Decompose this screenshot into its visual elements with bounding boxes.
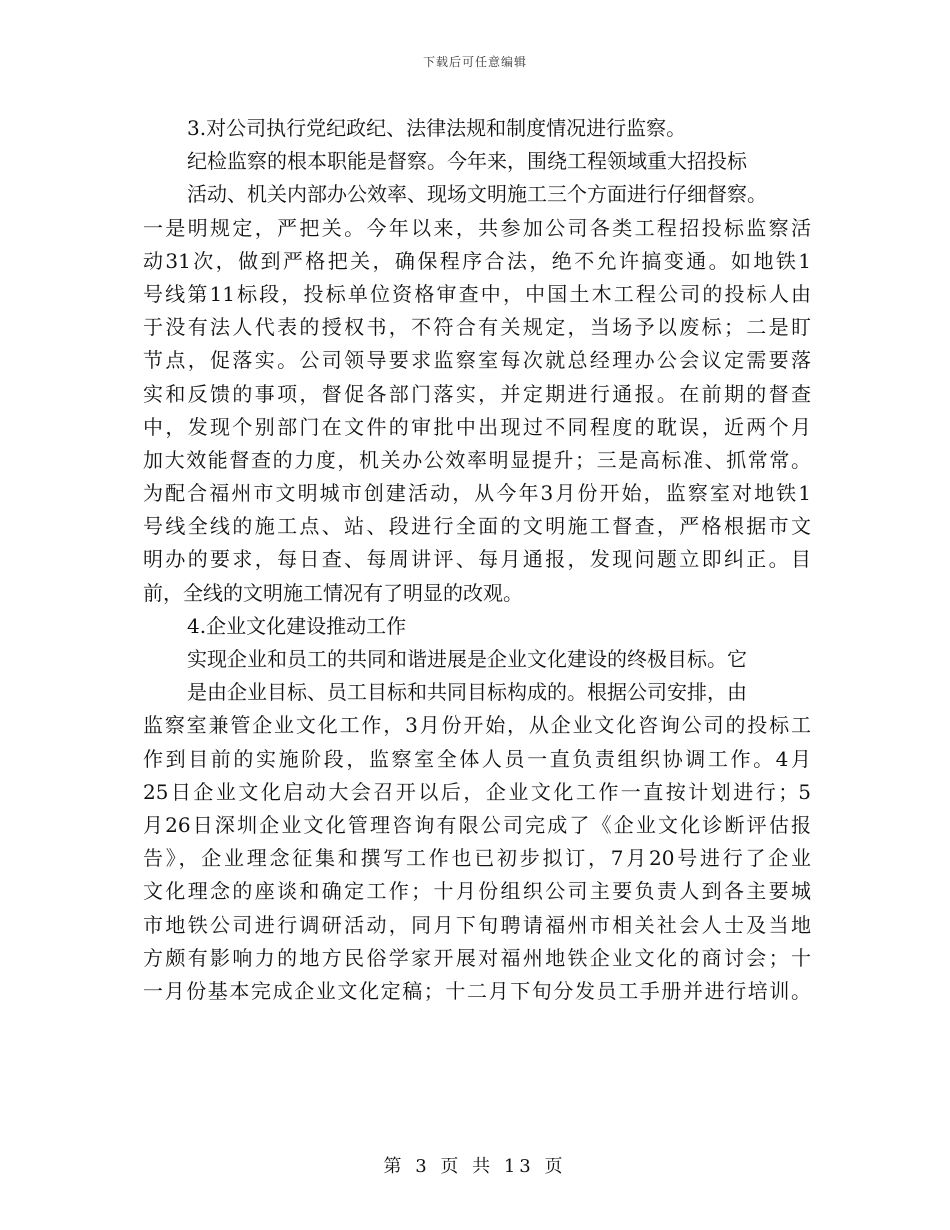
text-line: 一月份基本完成企业文化定稿；十二月下旬分发员工手册并进行培训。 <box>143 978 811 1003</box>
page-header: 下载后可任意编辑 <box>422 55 527 69</box>
text-line: 一是明规定，严把关。今年以来，共参加公司各类工程招投标监察活 <box>143 215 811 240</box>
text-line: 动31次，做到严格把关，确保程序合法，绝不允许搞变通。如地铁1 <box>143 248 811 273</box>
text-line: 加大效能督查的力度，机关办公效率明显提升；三是高标准、抓常常。 <box>143 447 811 472</box>
text-line: 于没有法人代表的授权书，不符合有关规定，当场予以废标；二是盯 <box>143 315 811 340</box>
page-footer: 第 3 页 共 13 页 <box>383 1156 567 1177</box>
text-line: 3.对公司执行党纪政纪、法律法规和制度情况进行监察。 <box>187 116 687 140</box>
text-line: 文化理念的座谈和确定工作；十月份组织公司主要负责人到各主要城 <box>143 879 811 904</box>
text-line: 方颇有影响力的地方民俗学家开展对福州地铁企业文化的商讨会；十 <box>143 945 811 970</box>
text-line: 活动、机关内部办公效率、现场文明施工三个方面进行仔细督察。 <box>187 182 767 207</box>
text-line: 实现企业和员工的共同和谐进展是企业文化建设的终极目标。它 <box>187 647 747 671</box>
text-line: 实和反馈的事项，督促各部门落实，并定期进行通报。在前期的督查 <box>143 381 811 406</box>
text-line: 号线第11标段，投标单位资格审查中，中国土木工程公司的投标人由 <box>143 281 811 306</box>
text-line: 4.企业文化建设推动工作 <box>187 613 407 638</box>
text-line: 市地铁公司进行调研活动，同月下旬聘请福州市相关社会人士及当地 <box>143 912 811 937</box>
text-line: 号线全线的施工点、站、段进行全面的文明施工督查，严格根据市文 <box>143 514 811 539</box>
text-line: 月26日深圳企业文化管理咨询有限公司完成了《企业文化诊断评估报 <box>143 812 811 837</box>
text-line: 25日企业文化启动大会召开以后，企业文化工作一直按计划进行；5 <box>143 779 811 804</box>
text-line: 作到目前的实施阶段，监察室全体人员一直负责组织协调工作。4月 <box>143 746 811 771</box>
text-line: 监察室兼管企业文化工作，3月份开始，从企业文化咨询公司的投标工 <box>143 713 811 738</box>
text-line: 是由企业目标、员工目标和共同目标构成的。根据公司安排，由 <box>187 680 747 705</box>
text-line: 前，全线的文明施工情况有了明显的改观。 <box>143 580 523 605</box>
text-line: 节点，促落实。公司领导要求监察室每次就总经理办公会议定需要落 <box>143 348 811 373</box>
text-line: 为配合福州市文明城市创建活动，从今年3月份开始，监察室对地铁1 <box>143 481 811 506</box>
text-line: 中，发现个别部门在文件的审批中出现过不同程度的耽误，近两个月 <box>143 414 811 439</box>
text-line: 纪检监察的根本职能是督察。今年来，围绕工程领域重大招投标 <box>187 149 747 174</box>
text-line: 明办的要求，每日查、每周讲评、每月通报，发现问题立即纠正。目 <box>143 547 811 572</box>
document-body <box>143 112 811 1008</box>
text-line: 告》，企业理念征集和撰写工作也已初步拟订，7月20号进行了企业 <box>143 846 811 871</box>
